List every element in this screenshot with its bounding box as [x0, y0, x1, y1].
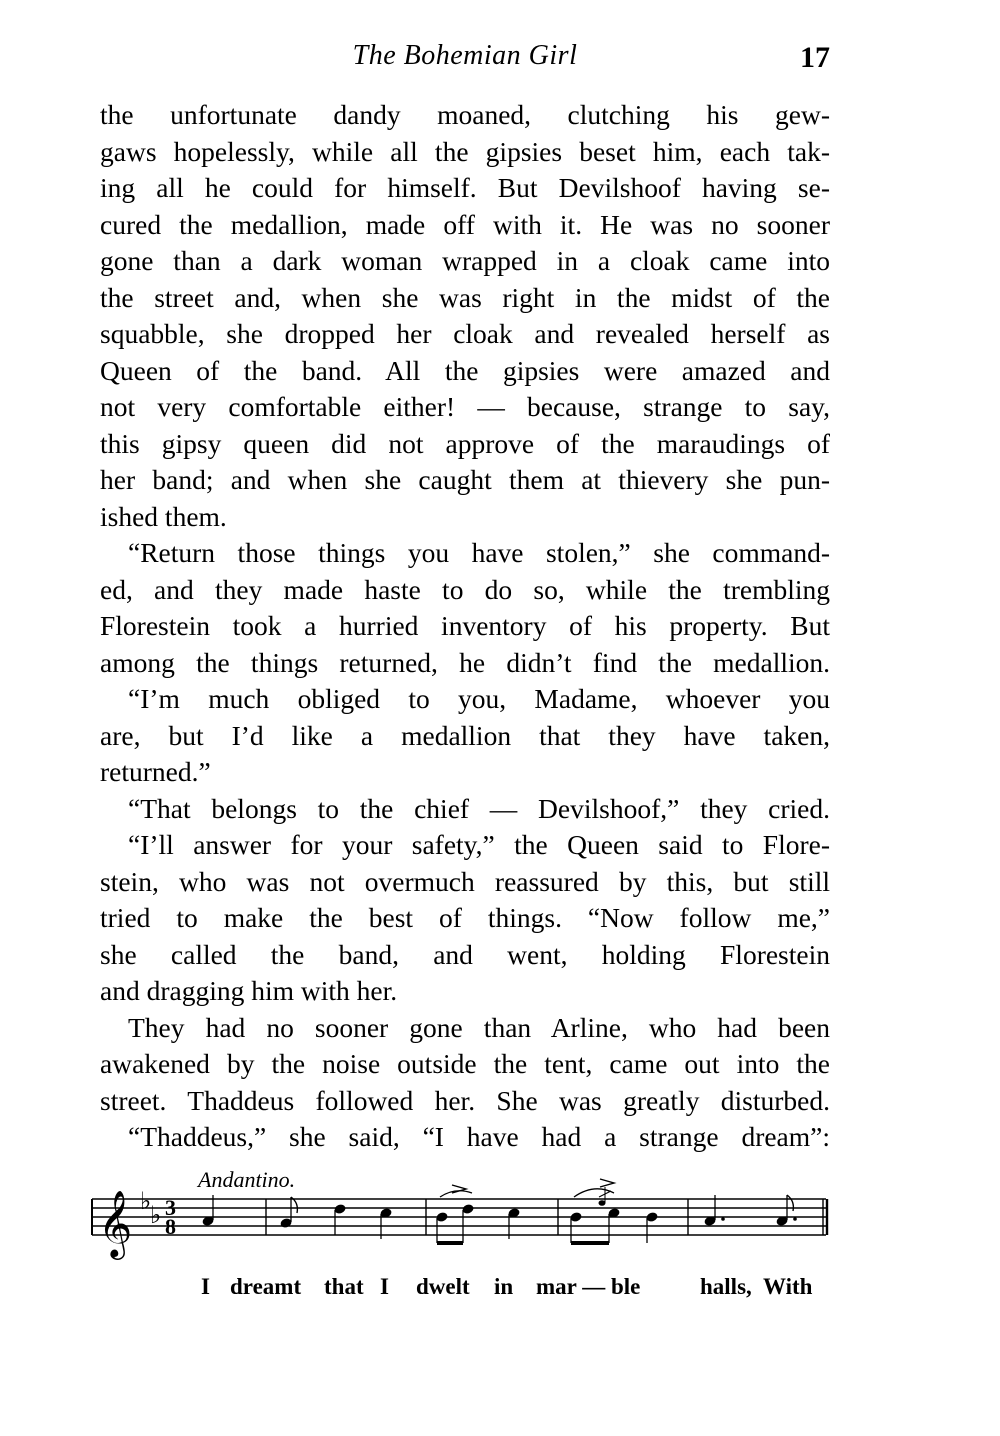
music-excerpt	[90, 1163, 830, 1303]
page-number: 17	[800, 41, 830, 74]
text-line: gaws hopelessly, while all the gipsies beset him, each tak-	[100, 135, 830, 167]
note-icon	[645, 1211, 658, 1243]
text-line: “Return those things you have stolen,” she command-	[128, 537, 830, 568]
text-line: cured the medallion, made off with it. He was no sooner	[100, 208, 830, 240]
note-icon	[201, 1195, 214, 1227]
text-line: Florestein took a hurried inventory of his property. But	[100, 610, 830, 641]
lyric-syllable: dreamt	[230, 1274, 302, 1299]
note-icon	[569, 1207, 620, 1243]
text-line: among the things returned, he didn’t find the medallion.	[100, 646, 830, 678]
text-line: tried to make the best of things. “Now follow me,”	[100, 902, 830, 933]
text-line: the unfortunate dandy moaned, clutching his gew-	[100, 99, 830, 130]
text-line: “Thaddeus,” she said, “I have had a strange dream”:	[128, 1121, 830, 1152]
note-icon	[775, 1195, 796, 1227]
note-icon	[703, 1195, 724, 1227]
time-signature-icon: 8	[165, 1214, 176, 1239]
text-line: this gipsy queen did not approve of the maraudings of	[100, 427, 830, 459]
body-text	[100, 97, 830, 1156]
lyric-syllable: halls,	[700, 1274, 752, 1299]
text-line: squabble, she dropped her cloak and revealed herself as	[100, 318, 830, 349]
tempo-marking: Andantino.	[198, 1167, 296, 1192]
text-line: the street and, when she was right in the midst of the	[100, 281, 830, 313]
note-icon	[435, 1203, 474, 1243]
text-line: “That belongs to the chief — Devilshoof,” they cried.	[128, 792, 830, 824]
running-head	[100, 36, 830, 76]
running-title: The Bohemian Girl	[352, 40, 578, 71]
note-icon	[333, 1203, 346, 1235]
flat-icon: ♭	[150, 1201, 162, 1229]
text-line: Queen of the band. All the gipsies were amazed and	[100, 354, 830, 386]
time-signature-icon: 3	[165, 1195, 176, 1220]
lyric-syllable: With	[763, 1274, 813, 1299]
text-line: not very comfortable either! — because, strange to say,	[100, 391, 830, 422]
flat-icon: ♭	[140, 1187, 152, 1215]
note-icon	[379, 1207, 392, 1239]
treble-clef-icon: 𝄞	[98, 1189, 133, 1257]
text-line: gone than a dark woman wrapped in a cloak came into	[100, 245, 830, 276]
text-line: ing all he could for himself. But Devilshoof having se-	[100, 172, 830, 203]
text-line: “I’m much obliged to you, Madame, whoever you	[128, 683, 830, 714]
lyric-syllable: that	[324, 1274, 364, 1299]
text-line: stein, who was not overmuch reassured by this, but still	[100, 865, 830, 897]
lyric-syllable: in	[494, 1274, 514, 1299]
lyric-syllable: dwelt	[416, 1274, 470, 1299]
lyric-syllable: I	[201, 1274, 210, 1299]
lyric-syllable: mar — ble	[536, 1274, 641, 1299]
note-icon	[279, 1197, 297, 1229]
lyric-syllable: I	[380, 1274, 389, 1299]
text-line: her band; and when she caught them at thievery she pun-	[100, 464, 830, 495]
text-line: street. Thaddeus followed her. She was greatly disturbed.	[100, 1084, 830, 1116]
text-line: “I’ll answer for your safety,” the Queen said to Flore-	[128, 829, 830, 860]
text-line: ished them.	[100, 500, 227, 532]
text-line: and dragging him with her.	[100, 975, 398, 1006]
text-line: returned.”	[100, 756, 211, 787]
grace-note-icon	[599, 1187, 612, 1206]
accent-icon	[600, 1179, 614, 1187]
text-line: are, but I’d like a medallion that they have taken,	[100, 719, 830, 751]
text-line: she called the band, and went, holding Florestein	[100, 938, 830, 970]
note-icon	[507, 1207, 520, 1239]
text-line: They had no sooner gone than Arline, who had been	[128, 1011, 830, 1043]
text-line: awakened by the noise outside the tent, came out into the	[100, 1048, 830, 1079]
text-line: ed, and they made haste to do so, while the trembling	[100, 573, 830, 605]
